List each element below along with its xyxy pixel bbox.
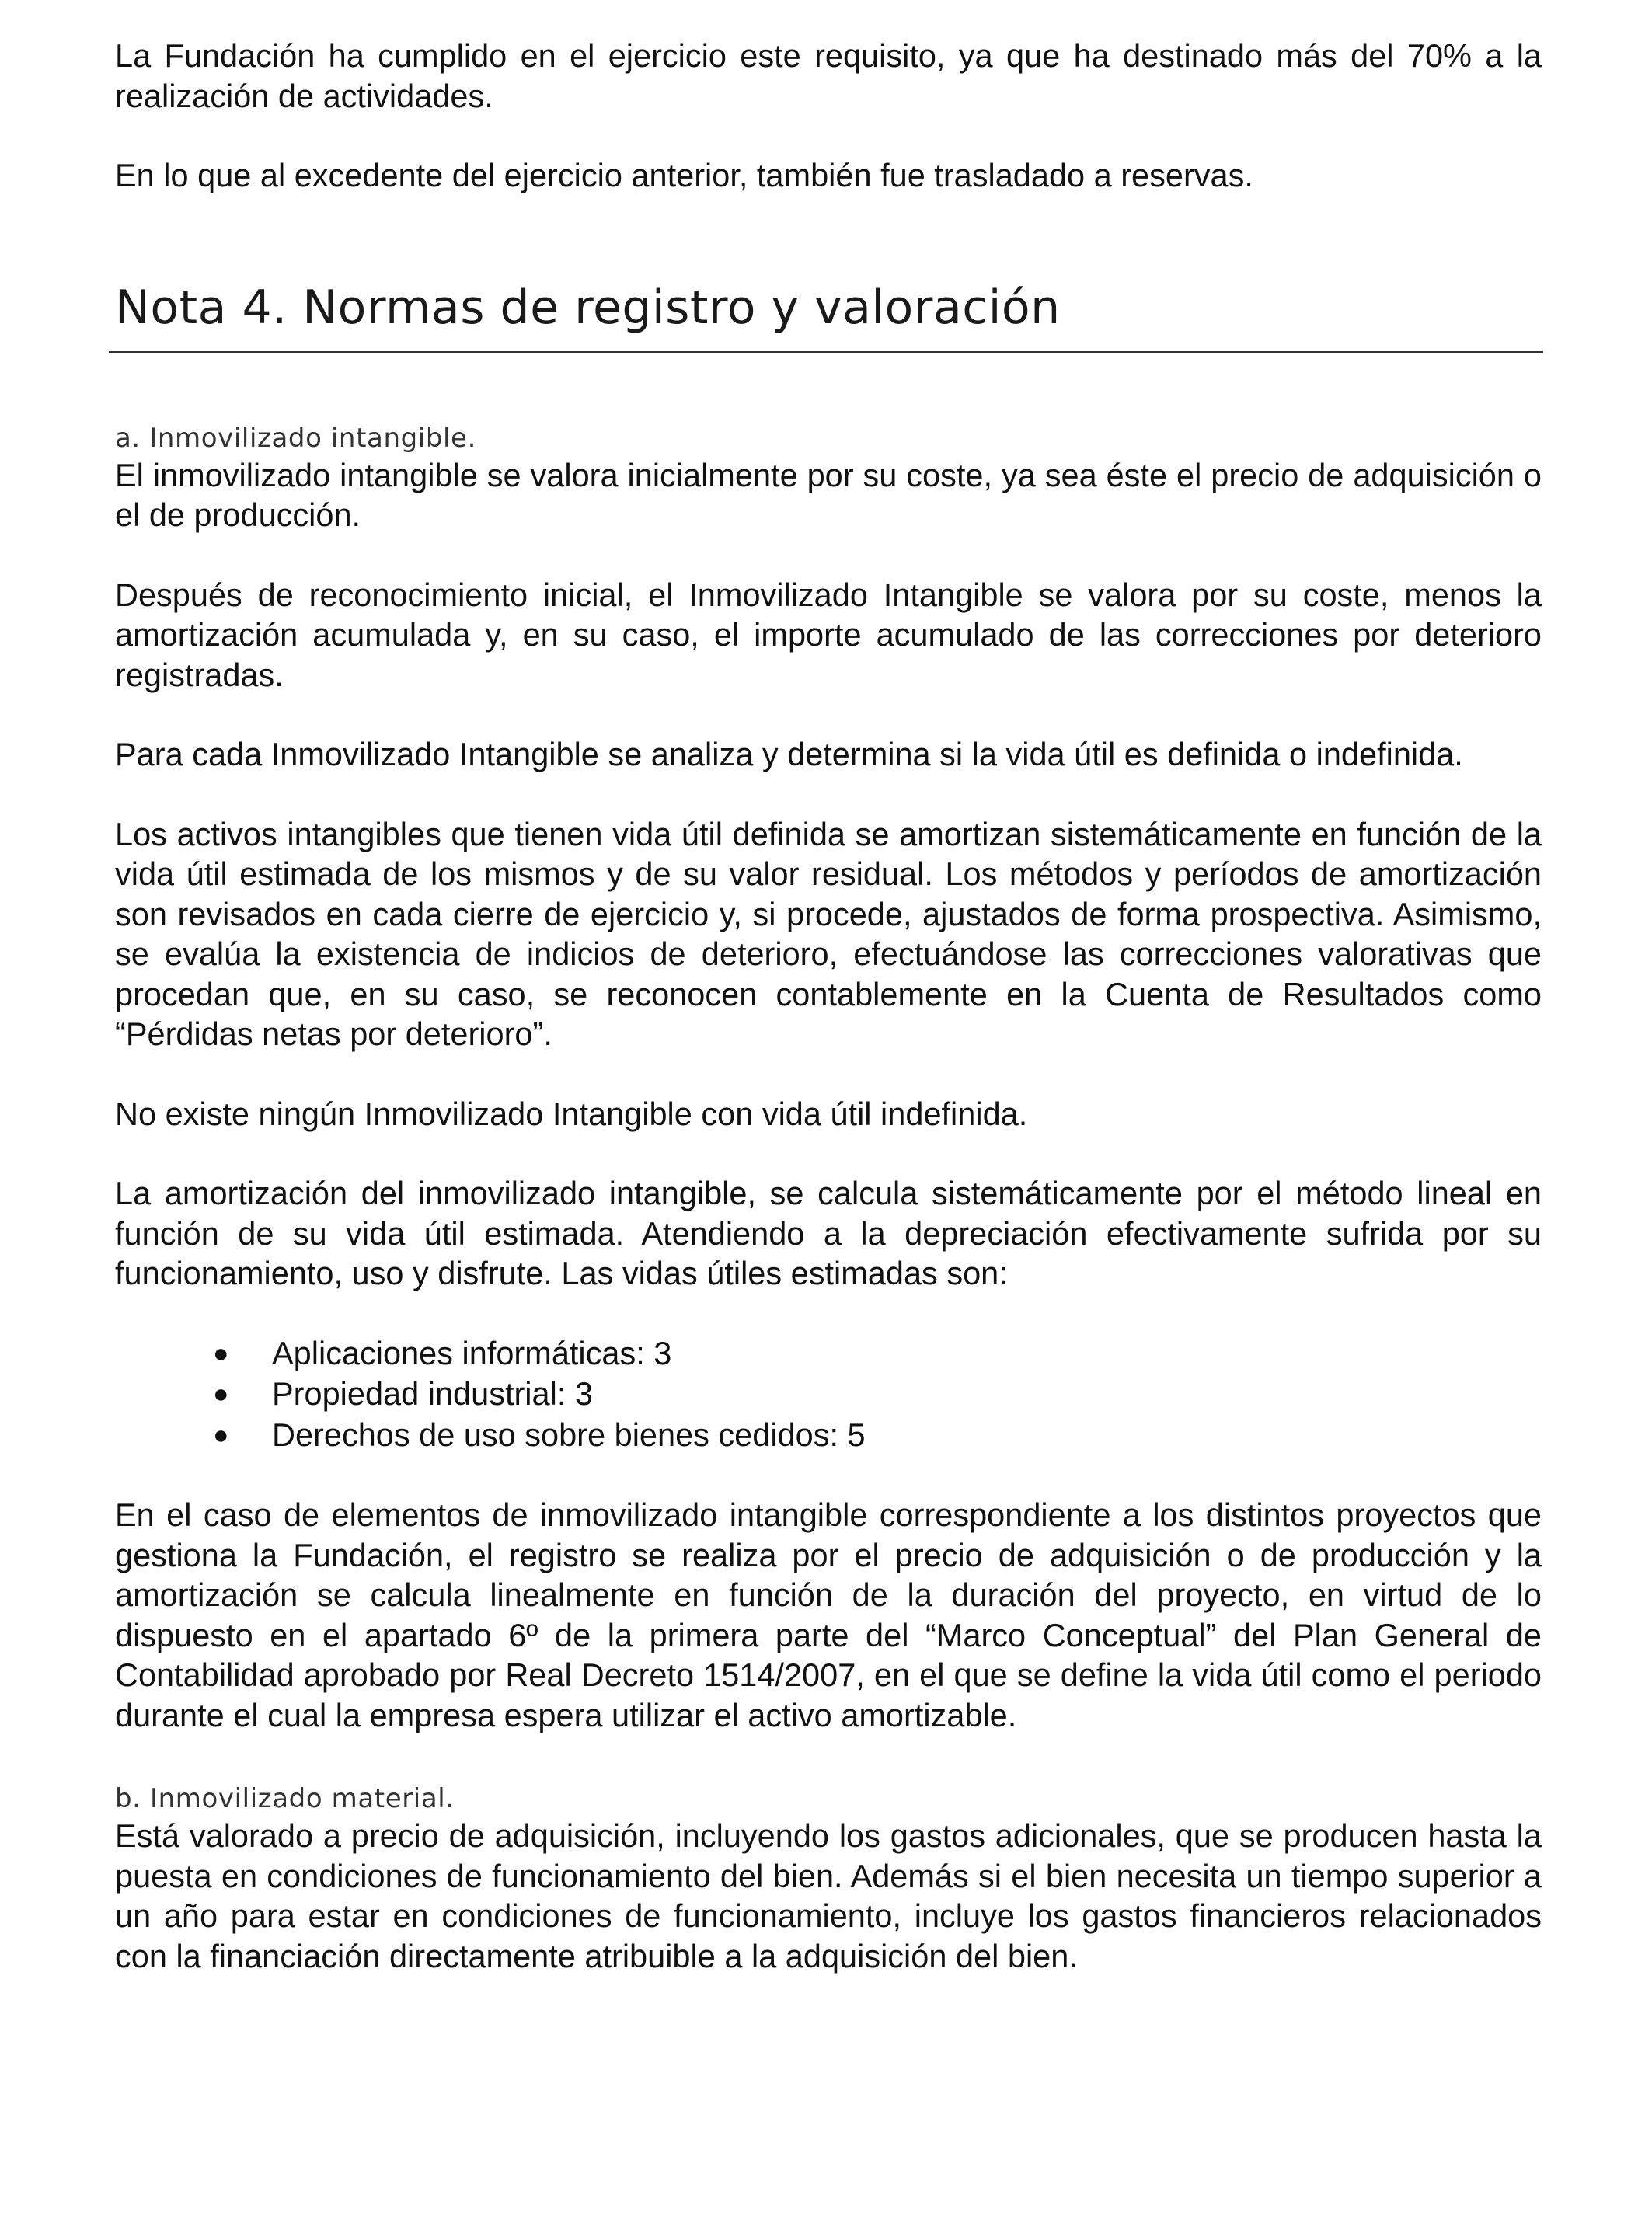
list-item — [115, 1415, 1542, 1456]
section-a-heading: a. Inmovilizado intangible. — [115, 422, 476, 454]
section-a-paragraph: La amortización del inmovilizado intangible, se calcula sistemáticamente por el método lineal en función de su vida útil estimada. Atendiendo a la depreciación efectivamente sufrida por su funcionamiento, uso y disfrute. Las vidas útiles estimadas son: — [115, 1175, 1542, 1291]
list-item-text: Propiedad industrial: 3 — [272, 1375, 593, 1412]
title-divider — [109, 351, 1543, 353]
list-item — [115, 1333, 1542, 1374]
section-a-paragraph: No existe ningún Inmovilizado Intangible con vida útil indefinida. — [115, 1095, 1028, 1132]
section-b-paragraph: Está valorado a precio de adquisición, incluyendo los gastos adicionales, que se producen hasta la puesta en condiciones de funcionamiento del bien. Además si el bien necesita un tiempo superior a un año para estar en condiciones de funcionamiento, incluye los gastos financieros relacionados con la financiación directamente atribuible a la adquisición del bien. — [115, 1817, 1542, 1974]
section-a-paragraph: Para cada Inmovilizado Intangible se analiza y determina si la vida útil es definida o indefinida. — [115, 736, 1463, 772]
bullet-icon: ● — [213, 1338, 229, 1368]
list-item-text: Derechos de uso sobre bienes cedidos: 5 — [272, 1416, 866, 1453]
intro-paragraph-excedente: En lo que al excedente del ejercicio anterior, también fue trasladado a reservas. — [115, 157, 1253, 193]
section-a-paragraph: Los activos intangibles que tienen vida útil definida se amortizan sistemáticamente en función de la vida útil estimada de los mismos y de su valor residual. Los métodos y períodos de amortización son revisados en cada cierre de ejercicio y, si procede, ajustados de forma prospectiva. Asimismo, se evalúa la existencia de indicios de deterioro, efectuándose las correcciones valorativas que procedan que, en su caso, se reconocen contablemente en la Cuenta de Resultados como “Pérdidas netas por deterioro”. — [115, 815, 1542, 1052]
vidas-utiles-list — [115, 1333, 1542, 1456]
bullet-icon: ● — [213, 1420, 229, 1450]
section-b-heading: b. Inmovilizado material. — [115, 1783, 455, 1814]
bullet-icon: ● — [213, 1379, 229, 1409]
list-item-text: Aplicaciones informáticas: 3 — [272, 1334, 672, 1371]
section-a-paragraph: El inmovilizado intangible se valora inicialmente por su coste, ya sea éste el precio de adquisición o el de producción. — [115, 456, 1542, 533]
nota-4-title: Nota 4. Normas de registro y valoración — [115, 280, 1061, 335]
intro-paragraph-requisito: La Fundación ha cumplido en el ejercicio este requisito, ya que ha destinado más del 70% a la realización de actividades. — [115, 37, 1542, 114]
section-a-paragraph: Después de reconocimiento inicial, el Inmovilizado Intangible se valora por su coste, menos la amortización acumulada y, en su caso, el importe acumulado de las correcciones por deterioro registradas. — [115, 576, 1542, 693]
section-a-closing-paragraph: En el caso de elementos de inmovilizado intangible correspondiente a los distintos proyectos que gestiona la Fundación, el registro se realiza por el precio de adquisición o de producción y la amortización se calcula linealmente en función de la duración del proyecto, en virtud de lo dispuesto en el apartado 6º de la primera parte del “Marco Conceptual” del Plan General de Contabilidad aprobado por Real Decreto 1514/2007, en el que se define la vida útil como el periodo durante el cual la empresa espera utilizar el activo amortizable. — [115, 1496, 1542, 1733]
document-page — [115, 36, 1542, 1976]
list-item — [115, 1374, 1542, 1415]
